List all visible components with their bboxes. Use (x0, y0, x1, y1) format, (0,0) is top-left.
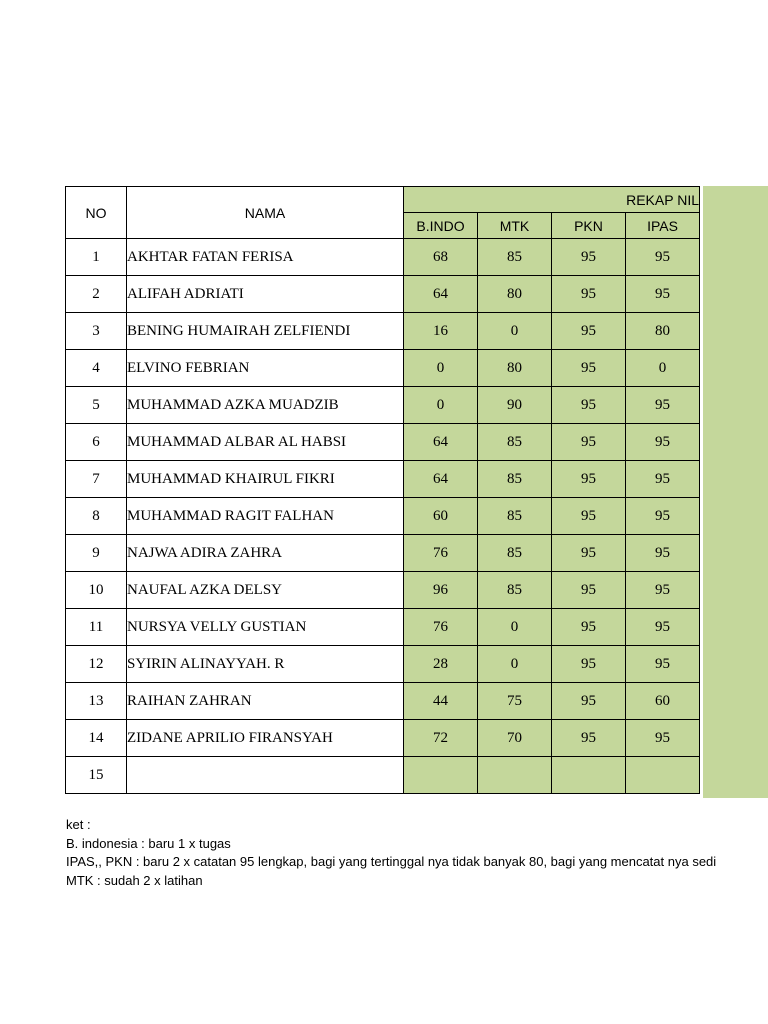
cell-pkn: 95 (552, 683, 626, 720)
cell-pkn (552, 757, 626, 794)
cell-no: 13 (66, 683, 127, 720)
cell-pkn: 95 (552, 498, 626, 535)
cell-bindo: 64 (404, 461, 478, 498)
table-row (66, 313, 700, 350)
table-row (66, 609, 700, 646)
table-row (66, 757, 700, 794)
cell-nama: MUHAMMAD ALBAR AL HABSI (127, 424, 404, 461)
cell-ipas: 95 (626, 387, 700, 424)
cell-mtk: 85 (478, 572, 552, 609)
cell-ipas: 95 (626, 609, 700, 646)
cell-nama: NAJWA ADIRA ZAHRA (127, 535, 404, 572)
cell-bindo: 72 (404, 720, 478, 757)
cell-pkn: 95 (552, 387, 626, 424)
cell-mtk: 80 (478, 276, 552, 313)
notes-section (66, 816, 766, 890)
cell-ipas: 60 (626, 683, 700, 720)
cell-nama: AKHTAR FATAN FERISA (127, 239, 404, 276)
cell-ipas: 95 (626, 646, 700, 683)
cell-pkn: 95 (552, 350, 626, 387)
cell-no: 2 (66, 276, 127, 313)
table-row (66, 276, 700, 313)
cell-nama (127, 757, 404, 794)
cell-nama: BENING HUMAIRAH ZELFIENDI (127, 313, 404, 350)
cell-ipas: 95 (626, 498, 700, 535)
cell-pkn: 95 (552, 424, 626, 461)
cell-bindo: 44 (404, 683, 478, 720)
cell-nama: RAIHAN ZAHRAN (127, 683, 404, 720)
cell-bindo: 60 (404, 498, 478, 535)
cell-bindo: 76 (404, 535, 478, 572)
cell-no: 11 (66, 609, 127, 646)
cell-no: 6 (66, 424, 127, 461)
table-row (66, 646, 700, 683)
cell-mtk: 85 (478, 424, 552, 461)
cell-no: 8 (66, 498, 127, 535)
cell-ipas: 95 (626, 461, 700, 498)
cell-pkn: 95 (552, 276, 626, 313)
cell-nama: ZIDANE APRILIO FIRANSYAH (127, 720, 404, 757)
cell-no: 4 (66, 350, 127, 387)
cell-mtk: 85 (478, 498, 552, 535)
header-fill-overflow (703, 186, 768, 798)
header-subject-ipas: IPAS (626, 213, 700, 239)
cell-pkn: 95 (552, 313, 626, 350)
cell-mtk: 0 (478, 646, 552, 683)
cell-no: 10 (66, 572, 127, 609)
cell-pkn: 95 (552, 720, 626, 757)
cell-nama: NURSYA VELLY GUSTIAN (127, 609, 404, 646)
cell-no: 1 (66, 239, 127, 276)
cell-bindo: 76 (404, 609, 478, 646)
grade-recap-table (65, 186, 700, 794)
cell-bindo: 96 (404, 572, 478, 609)
note-mtk: MTK : sudah 2 x latihan (66, 872, 203, 888)
header-subject-bindo: B.INDO (404, 213, 478, 239)
cell-pkn: 95 (552, 239, 626, 276)
table-row (66, 239, 700, 276)
cell-bindo: 28 (404, 646, 478, 683)
cell-nama: MUHAMMAD AZKA MUADZIB (127, 387, 404, 424)
cell-pkn: 95 (552, 609, 626, 646)
header-subject-mtk: MTK (478, 213, 552, 239)
cell-mtk: 85 (478, 239, 552, 276)
cell-mtk: 75 (478, 683, 552, 720)
cell-pkn: 95 (552, 535, 626, 572)
cell-mtk: 90 (478, 387, 552, 424)
cell-pkn: 95 (552, 461, 626, 498)
cell-bindo: 64 (404, 424, 478, 461)
table-row (66, 424, 700, 461)
table-row (66, 572, 700, 609)
cell-nama: MUHAMMAD RAGIT FALHAN (127, 498, 404, 535)
cell-no: 7 (66, 461, 127, 498)
cell-nama: ALIFAH ADRIATI (127, 276, 404, 313)
cell-mtk: 0 (478, 609, 552, 646)
cell-no: 3 (66, 313, 127, 350)
table-row (66, 350, 700, 387)
table-row (66, 535, 700, 572)
cell-bindo (404, 757, 478, 794)
header-subject-pkn: PKN (552, 213, 626, 239)
table-row (66, 461, 700, 498)
cell-no: 12 (66, 646, 127, 683)
header-rekap-nilai: REKAP NIL (404, 187, 700, 213)
cell-mtk: 70 (478, 720, 552, 757)
note-bindo: B. indonesia : baru 1 x tugas (66, 835, 231, 851)
notes-heading: ket : (66, 817, 91, 832)
cell-bindo: 16 (404, 313, 478, 350)
cell-ipas: 95 (626, 239, 700, 276)
cell-nama: NAUFAL AZKA DELSY (127, 572, 404, 609)
cell-bindo: 64 (404, 276, 478, 313)
cell-ipas: 95 (626, 720, 700, 757)
cell-nama: MUHAMMAD KHAIRUL FIKRI (127, 461, 404, 498)
cell-mtk: 85 (478, 461, 552, 498)
table-row (66, 720, 700, 757)
cell-nama: SYIRIN ALINAYYAH. R (127, 646, 404, 683)
cell-mtk: 85 (478, 535, 552, 572)
cell-pkn: 95 (552, 646, 626, 683)
cell-no: 14 (66, 720, 127, 757)
cell-no: 5 (66, 387, 127, 424)
cell-mtk: 0 (478, 313, 552, 350)
cell-nama: ELVINO FEBRIAN (127, 350, 404, 387)
cell-ipas (626, 757, 700, 794)
cell-no: 9 (66, 535, 127, 572)
table-row (66, 387, 700, 424)
cell-ipas: 0 (626, 350, 700, 387)
cell-ipas: 80 (626, 313, 700, 350)
note-ipas-pkn: IPAS,, PKN : baru 2 x catatan 95 lengkap, bagi yang tertinggal nya tidak banyak 80, bagi yang mencatat nya sedi (66, 854, 717, 869)
cell-mtk (478, 757, 552, 794)
grade-table-body (66, 239, 700, 794)
cell-pkn: 95 (552, 572, 626, 609)
cell-ipas: 95 (626, 572, 700, 609)
cell-mtk: 80 (478, 350, 552, 387)
header-nama: NAMA (127, 187, 404, 239)
table-row (66, 683, 700, 720)
cell-ipas: 95 (626, 276, 700, 313)
table-row (66, 498, 700, 535)
cell-bindo: 68 (404, 239, 478, 276)
header-no: NO (66, 187, 127, 239)
cell-bindo: 0 (404, 350, 478, 387)
cell-bindo: 0 (404, 387, 478, 424)
cell-no: 15 (66, 757, 127, 794)
cell-ipas: 95 (626, 424, 700, 461)
cell-ipas: 95 (626, 535, 700, 572)
